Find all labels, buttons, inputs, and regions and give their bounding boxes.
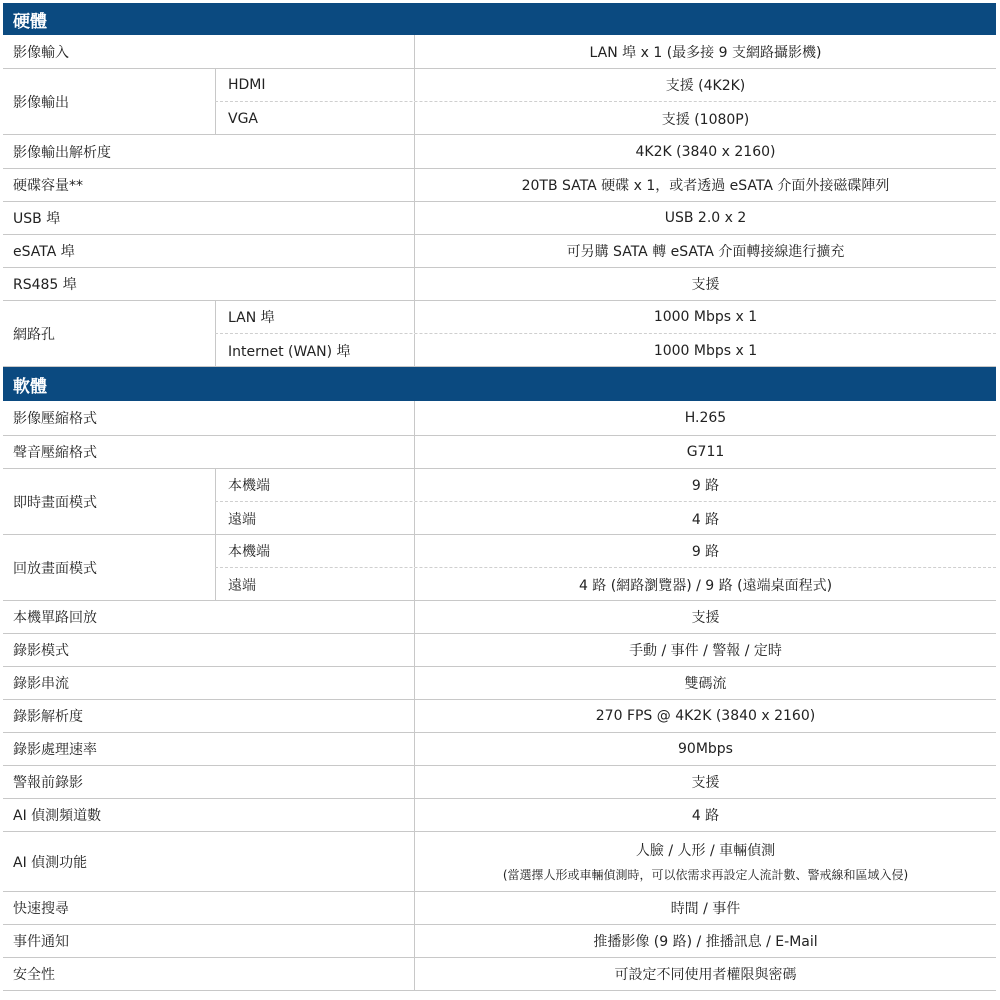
spec-row-hdd-capacity: [3, 169, 996, 202]
row-label: 錄影串流: [3, 667, 415, 699]
row-value: 雙碼流: [684, 676, 727, 692]
row-label: 網路孔: [13, 326, 55, 343]
spec-row-audio-compression: [3, 436, 996, 469]
sub-label: VGA: [215, 102, 415, 135]
sub-row-vga: [215, 102, 996, 135]
row-value: 可另購 SATA 轉 eSATA 介面轉接線進行擴充: [566, 244, 845, 260]
spec-row-rs485: [3, 268, 996, 301]
row-label: 快速搜尋: [3, 892, 415, 924]
row-label: RS485 埠: [3, 268, 415, 300]
row-value: 手動 / 事件 / 警報 / 定時: [629, 643, 782, 659]
sub-label: HDMI: [215, 69, 415, 101]
sub-value: 1000 Mbps x 1: [653, 309, 758, 325]
row-label: 錄影模式: [3, 634, 415, 666]
spec-row-security: [3, 958, 996, 991]
row-value: 時間 / 事件: [670, 901, 741, 917]
spec-row-live-view: [3, 469, 996, 535]
sub-value: 1000 Mbps x 1: [653, 342, 758, 359]
row-label: 影像壓縮格式: [3, 401, 415, 435]
sub-value: 支援 (4K2K): [665, 78, 746, 94]
row-value: 270 FPS @ 4K2K (3840 x 2160): [595, 708, 816, 724]
row-value: 4 路: [691, 808, 720, 824]
sub-row-local: [215, 535, 996, 568]
sub-label: 遠端: [215, 568, 415, 601]
section-header-software: [3, 367, 996, 401]
spec-row-record-rate: [3, 733, 996, 766]
row-label: 影像輸入: [3, 35, 415, 68]
spec-row-esata: [3, 235, 996, 268]
sub-row-wan: [215, 334, 996, 367]
section-header-hardware: [3, 3, 996, 35]
spec-row-network: [3, 301, 996, 367]
spec-row-usb: [3, 202, 996, 235]
spec-row-event-notification: [3, 925, 996, 958]
row-label: 本機單路回放: [3, 601, 415, 633]
sub-row-lan: [215, 301, 996, 334]
row-label: 影像輸出: [13, 94, 69, 111]
row-value: LAN 埠 x 1 (最多接 9 支網路攝影機): [589, 44, 822, 61]
row-label: 聲音壓縮格式: [3, 436, 415, 468]
spec-row-ai-channels: [3, 799, 996, 832]
spec-row-pre-alarm: [3, 766, 996, 799]
row-value: 支援: [691, 775, 720, 791]
row-label: 警報前錄影: [3, 766, 415, 798]
sub-value: 4 路 (網路瀏覽器) / 9 路 (遠端桌面程式): [578, 577, 833, 594]
sub-label: 遠端: [215, 502, 415, 535]
row-value: USB 2.0 x 2: [664, 210, 747, 226]
row-value: 支援: [691, 610, 720, 626]
sub-value: 9 路: [691, 478, 720, 494]
sub-label: LAN 埠: [215, 301, 415, 333]
row-value: 支援: [691, 277, 720, 293]
sub-row-local: [215, 469, 996, 502]
sub-label: 本機端: [215, 535, 415, 567]
row-label: 錄影解析度: [3, 700, 415, 732]
row-label: USB 埠: [3, 202, 415, 234]
row-label: AI 偵測頻道數: [3, 799, 415, 831]
row-value: 人臉 / 人形 / 車輛偵測: [635, 843, 776, 859]
section-title: 軟體: [13, 376, 47, 397]
row-label: eSATA 埠: [3, 235, 415, 267]
spec-row-ai-functions: [3, 832, 996, 892]
row-value: 4K2K (3840 x 2160): [635, 143, 776, 160]
spec-row-record-mode: [3, 634, 996, 667]
spec-row-record-resolution: [3, 700, 996, 733]
spec-row-local-playback: [3, 601, 996, 634]
sub-value: 4 路: [691, 511, 720, 528]
row-label: 錄影處理速率: [3, 733, 415, 765]
row-label: 安全性: [3, 958, 415, 990]
row-value: G711: [686, 444, 725, 460]
row-value: H.265: [684, 410, 727, 426]
spec-row-video-output: [3, 69, 996, 135]
sub-value: 支援 (1080P): [661, 111, 750, 128]
spec-row-playback-view: [3, 535, 996, 601]
spec-row-quick-search: [3, 892, 996, 925]
row-note: (當選擇人形或車輛偵測時，可以依需求再設定人流計數、警戒線和區域入侵): [502, 868, 909, 882]
row-value-block: [415, 832, 996, 891]
row-label: 影像輸出解析度: [3, 135, 415, 168]
row-value: 90Mbps: [678, 741, 733, 757]
row-value: 20TB SATA 硬碟 x 1，或者透過 eSATA 介面外接磁碟陣列: [521, 178, 890, 194]
spec-row-video-input: [3, 35, 996, 69]
spec-row-output-resolution: [3, 135, 996, 169]
row-label: 硬碟容量**: [3, 169, 415, 201]
sub-label: 本機端: [215, 469, 415, 501]
sub-row-remote: [215, 502, 996, 535]
row-value: 推播影像 (9 路) / 推播訊息 / E-Mail: [593, 934, 818, 950]
sub-value: 9 路: [691, 544, 720, 560]
section-title: 硬體: [13, 11, 47, 32]
sub-label: Internet (WAN) 埠: [215, 334, 415, 367]
row-label: 回放畫面模式: [13, 560, 97, 577]
sub-row-remote: [215, 568, 996, 601]
spec-row-record-stream: [3, 667, 996, 700]
row-label: 即時畫面模式: [13, 494, 97, 511]
row-label: 事件通知: [3, 925, 415, 957]
spec-row-video-compression: [3, 401, 996, 436]
row-label: AI 偵測功能: [3, 832, 415, 891]
sub-row-hdmi: [215, 69, 996, 102]
row-value: 可設定不同使用者權限與密碼: [614, 967, 797, 983]
